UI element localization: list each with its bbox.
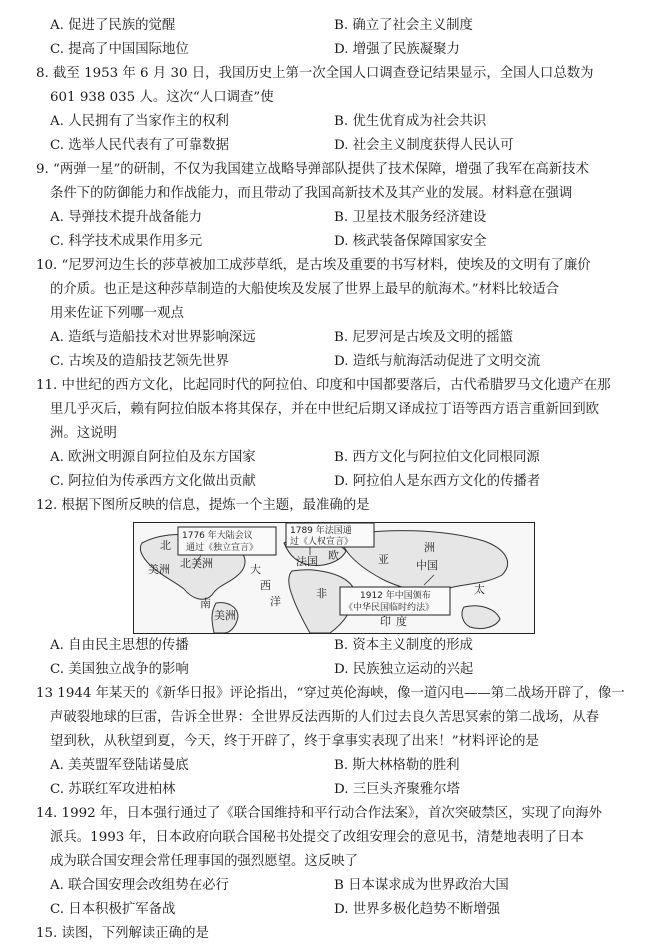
q14-option-d[interactable]: D. 世界多极化趋势不断增强	[334, 902, 501, 917]
q8-stem-line2: 601 938 035 人。这次“人口调查”使	[50, 90, 274, 105]
q10-stem-line2: 的介质。也正是这种莎草制造的大船使埃及发展了世界上最早的航海术。”材料比较适合	[50, 282, 559, 297]
q9-option-d[interactable]: D. 核武装备保障国家安全	[334, 234, 487, 249]
q9-stem-line2: 条件下的防御能力和作战能力，而且带动了我国高新技术及其产业的发展。材料意在强调	[50, 186, 573, 201]
q12-option-d[interactable]: D. 民族独立运动的兴起	[334, 662, 474, 677]
box-1912-line1: 1912 年中国颁布	[360, 591, 431, 601]
q9-option-c[interactable]: C. 科学技术成果作用多元	[50, 234, 203, 249]
q12-option-c[interactable]: C. 美国独立战争的影响	[50, 662, 189, 677]
q14-stem-line2: 派兵。1993 年，日本政府向联合国秘书处提交了改组安理会的意见书，清楚地表明了日本	[50, 830, 584, 845]
q7-option-c[interactable]: C. 提高了中国国际地位	[50, 42, 189, 57]
q10-stem-line3: 用来佐证下列哪一观点	[50, 306, 184, 321]
q15-stem-line1: 15. 读图，下列解读正确的是	[36, 926, 209, 941]
q8-option-c[interactable]: C. 选举人民代表有了可靠数据	[50, 138, 229, 153]
q10-option-b[interactable]: B. 尼罗河是古埃及文明的摇篮	[334, 330, 514, 345]
box-1789-line2: 过《人权宣言》	[290, 537, 354, 547]
q7-option-a[interactable]: A. 促进了民族的觉醒	[50, 18, 176, 33]
q14-option-b[interactable]: B 日本谋求成为世界政治大国	[334, 878, 509, 893]
q13-option-b[interactable]: B. 斯大林格勒的胜利	[334, 758, 460, 773]
box-1776-line1: 1776 年大陆会议	[182, 531, 253, 541]
q11-stem-line2: 里几乎灭后，赖有阿拉伯版本将其保存，并在中世纪后期又译成拉丁语等西方语言重新回到欧	[50, 402, 600, 417]
q7-option-b[interactable]: B. 确立了社会主义制度	[334, 18, 473, 33]
q11-option-d[interactable]: D. 阿拉伯人是东西方文化的传播者	[334, 474, 541, 489]
q13-option-c[interactable]: C. 苏联红军攻进柏林	[50, 782, 176, 797]
q8-stem-line1: 8. 截至 1953 年 6 月 30 日，我国历史上第一次全国人口调查登记结果显示，全国人口总数为	[36, 66, 594, 81]
label-da: 大	[250, 563, 261, 576]
q9-option-a[interactable]: A. 导弹技术提升战备能力	[50, 210, 203, 225]
q8-option-d[interactable]: D. 社会主义制度获得人民认可	[334, 138, 514, 153]
q12-stem-line1: 12. 根据下图所反映的信息，提炼一个主题，最准确的是	[36, 498, 370, 513]
q12-option-b[interactable]: B. 资本主义制度的形成	[334, 638, 473, 653]
box-1789-line1: 1789 年法国通	[290, 526, 352, 536]
label-beimei: 北美洲	[180, 557, 213, 570]
label-zhou: 洲	[424, 541, 435, 554]
box-1776-line2: 通过《独立宣言》	[186, 543, 259, 553]
q13-stem-line2: 声破裂地球的巨雷，告诉全世界：全世界反法西斯的人们过去良久苦思冥索的第二战场，从春	[50, 710, 600, 725]
q11-option-b[interactable]: B. 西方文化与阿拉伯文化同根同源	[334, 450, 540, 465]
q10-option-c[interactable]: C. 古埃及的造船技艺领先世界	[50, 354, 229, 369]
q14-option-c[interactable]: C. 日本积极扩军备战	[50, 902, 176, 917]
label-nan: 南	[200, 597, 211, 610]
q8-option-a[interactable]: A. 人民拥有了当家作主的权利	[50, 114, 229, 129]
q8-option-b[interactable]: B. 优生优育成为社会共识	[334, 114, 487, 129]
q14-stem-line3: 成为联合国安理会常任理事国的强烈愿望。这反映了	[50, 854, 358, 869]
label-ou: 欧	[328, 549, 339, 562]
q12-world-map	[133, 522, 535, 634]
label-zhongguo: 中国	[416, 559, 438, 572]
q13-option-d[interactable]: D. 三巨头齐聚雅尔塔	[334, 782, 460, 797]
label-bei: 北	[160, 539, 171, 552]
box-1912-line2: 《中华民国临时约法》	[344, 603, 435, 613]
label-yang: 洋	[270, 595, 281, 608]
label-xi: 西	[260, 579, 271, 592]
q11-option-c[interactable]: C. 阿拉伯为传承西方文化做出贡献	[50, 474, 256, 489]
q10-stem-line1: 10. “尼罗河边生长的莎草被加工成莎草纸，是古埃及重要的书写材料，使埃及的文明有了廉价	[36, 258, 591, 273]
q14-option-a[interactable]: A. 联合国安理会改组势在必行	[50, 878, 229, 893]
world-map-svg	[134, 523, 534, 633]
label-nanmei: 美洲	[214, 609, 236, 622]
q7-option-d[interactable]: D. 增强了民族凝聚力	[334, 42, 460, 57]
label-tai: 太	[474, 583, 485, 596]
q11-option-a[interactable]: A. 欧洲文明源自阿拉伯及东方国家	[50, 450, 256, 465]
q11-stem-line3: 洲。这说明	[50, 426, 117, 441]
australia-land	[462, 606, 500, 629]
label-fei: 非	[316, 587, 327, 600]
label-du: 度	[396, 615, 407, 628]
label-meizhou: 美洲	[148, 563, 170, 576]
q9-option-b[interactable]: B. 卫星技术服务经济建设	[334, 210, 487, 225]
q10-option-a[interactable]: A. 造纸与造船技术对世界影响深远	[50, 330, 256, 345]
q11-stem-line1: 11. 中世纪的西方文化，比起同时代的阿拉伯、印度和中国都要落后，古代希腊罗马文化遗产在那	[36, 378, 611, 393]
q13-stem-line3: 望到秋，从秋望到夏，今天，终于开辟了，终于拿事实表现了出来！”材料评论的是	[50, 734, 539, 749]
q13-stem-line1: 13 1944 年某天的《新华日报》评论指出，“穿过英伦海峡，像一道闪电——第二战场开辟了，像一	[36, 686, 625, 701]
label-yin: 印	[380, 615, 391, 628]
q14-stem-line1: 14. 1992 年，日本强行通过了《联合国维持和平行动合作法案》，首次突破禁区，实现了向海外	[36, 806, 603, 821]
q12-option-a[interactable]: A. 自由民主思想的传播	[50, 638, 189, 653]
label-faguo: 法国	[296, 555, 318, 568]
q9-stem-line1: 9. “两弹一星”的研制，不仅为我国建立战略导弹部队提供了技术保障，增强了我军在高新技术	[36, 162, 589, 177]
q10-option-d[interactable]: D. 造纸与航海活动促进了文明交流	[334, 354, 541, 369]
q13-option-a[interactable]: A. 美英盟军登陆诺曼底	[50, 758, 189, 773]
label-ya: 亚	[378, 553, 389, 566]
